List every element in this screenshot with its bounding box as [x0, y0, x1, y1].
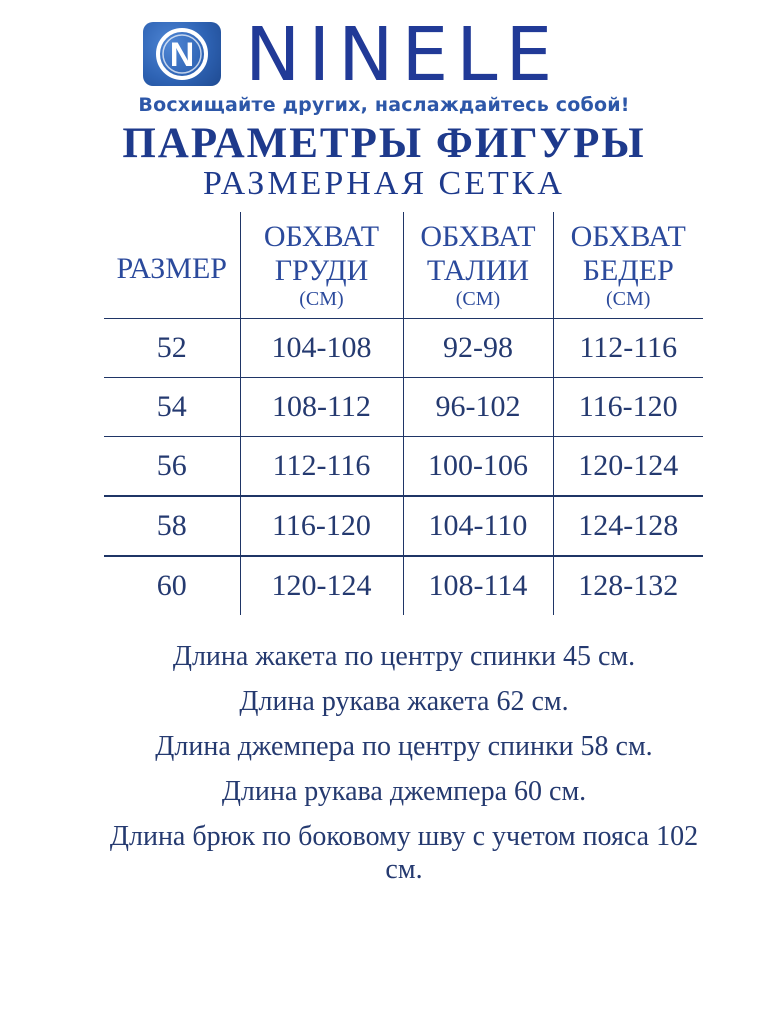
cell-waist: 100-106	[403, 437, 553, 497]
header-waist	[403, 212, 553, 319]
cell-waist: 108-114	[403, 556, 553, 615]
table-header-row	[104, 212, 703, 319]
header-size-label: РАЗМЕР	[116, 252, 227, 285]
cell-waist: 92-98	[403, 319, 553, 378]
header-chest-line1: ОБХВАТ	[263, 220, 380, 253]
cell-size: 58	[104, 496, 240, 556]
cell-chest: 112-116	[240, 437, 403, 497]
garment-measurements-notes	[90, 640, 718, 898]
note-trousers-length: Длина брюк по боковому шву с учетом пояса 102 см.	[109, 821, 699, 885]
cell-hips: 112-116	[553, 319, 703, 378]
cell-size: 52	[104, 319, 240, 378]
cell-size: 56	[104, 437, 240, 497]
header-size	[104, 212, 240, 319]
logo-letter: N	[169, 36, 195, 74]
cell-chest: 108-112	[240, 378, 403, 437]
cell-hips: 120-124	[553, 437, 703, 497]
table-row	[104, 496, 703, 556]
cell-chest: 116-120	[240, 496, 403, 556]
note-jumper-sleeve: Длина рукава джемпера 60 см.	[221, 776, 587, 807]
header-chest	[240, 212, 403, 319]
header-waist-line1: ОБХВАТ	[420, 220, 536, 253]
brand-slogan: Восхищайте других, наслаждайтесь собой!	[138, 94, 630, 116]
cell-size: 54	[104, 378, 240, 437]
page-subtitle: РАЗМЕРНАЯ СЕТКА	[203, 165, 565, 202]
header-chest-line2: ГРУДИ	[274, 254, 369, 287]
header-chest-unit: (СМ)	[299, 288, 344, 310]
size-chart-table	[104, 212, 703, 615]
cell-waist: 96-102	[403, 378, 553, 437]
header-hips-line2: БЕДЕР	[582, 254, 674, 287]
header-hips-unit: (СМ)	[606, 288, 651, 310]
logo-n-emblem-icon	[143, 22, 221, 86]
cell-chest: 104-108	[240, 319, 403, 378]
brand-wordmark: NINELE	[245, 12, 561, 98]
note-jumper-length: Длина джемпера по центру спинки 58 см.	[155, 731, 653, 762]
header-hips	[553, 212, 703, 319]
header-waist-unit: (СМ)	[455, 288, 501, 310]
cell-chest: 120-124	[240, 556, 403, 615]
note-jacket-length: Длина жакета по центру спинки 45 см.	[172, 641, 636, 672]
table-row	[104, 437, 703, 497]
table-row	[104, 378, 703, 437]
brand-badge-icon	[143, 22, 221, 86]
table-row	[104, 319, 703, 378]
header-hips-line1: ОБХВАТ	[570, 220, 686, 253]
note-jacket-sleeve: Длина рукава жакета 62 см.	[239, 686, 569, 717]
cell-hips: 116-120	[553, 378, 703, 437]
cell-hips: 124-128	[553, 496, 703, 556]
header-waist-line2: ТАЛИИ	[426, 254, 530, 287]
cell-size: 60	[156, 569, 187, 602]
cell-hips: 128-132	[553, 556, 703, 615]
table-row	[104, 556, 703, 615]
cell-waist: 104-110	[403, 496, 553, 556]
brand-logo	[143, 12, 643, 98]
page-title: ПАРАМЕТРЫ ФИГУРЫ	[122, 120, 646, 167]
